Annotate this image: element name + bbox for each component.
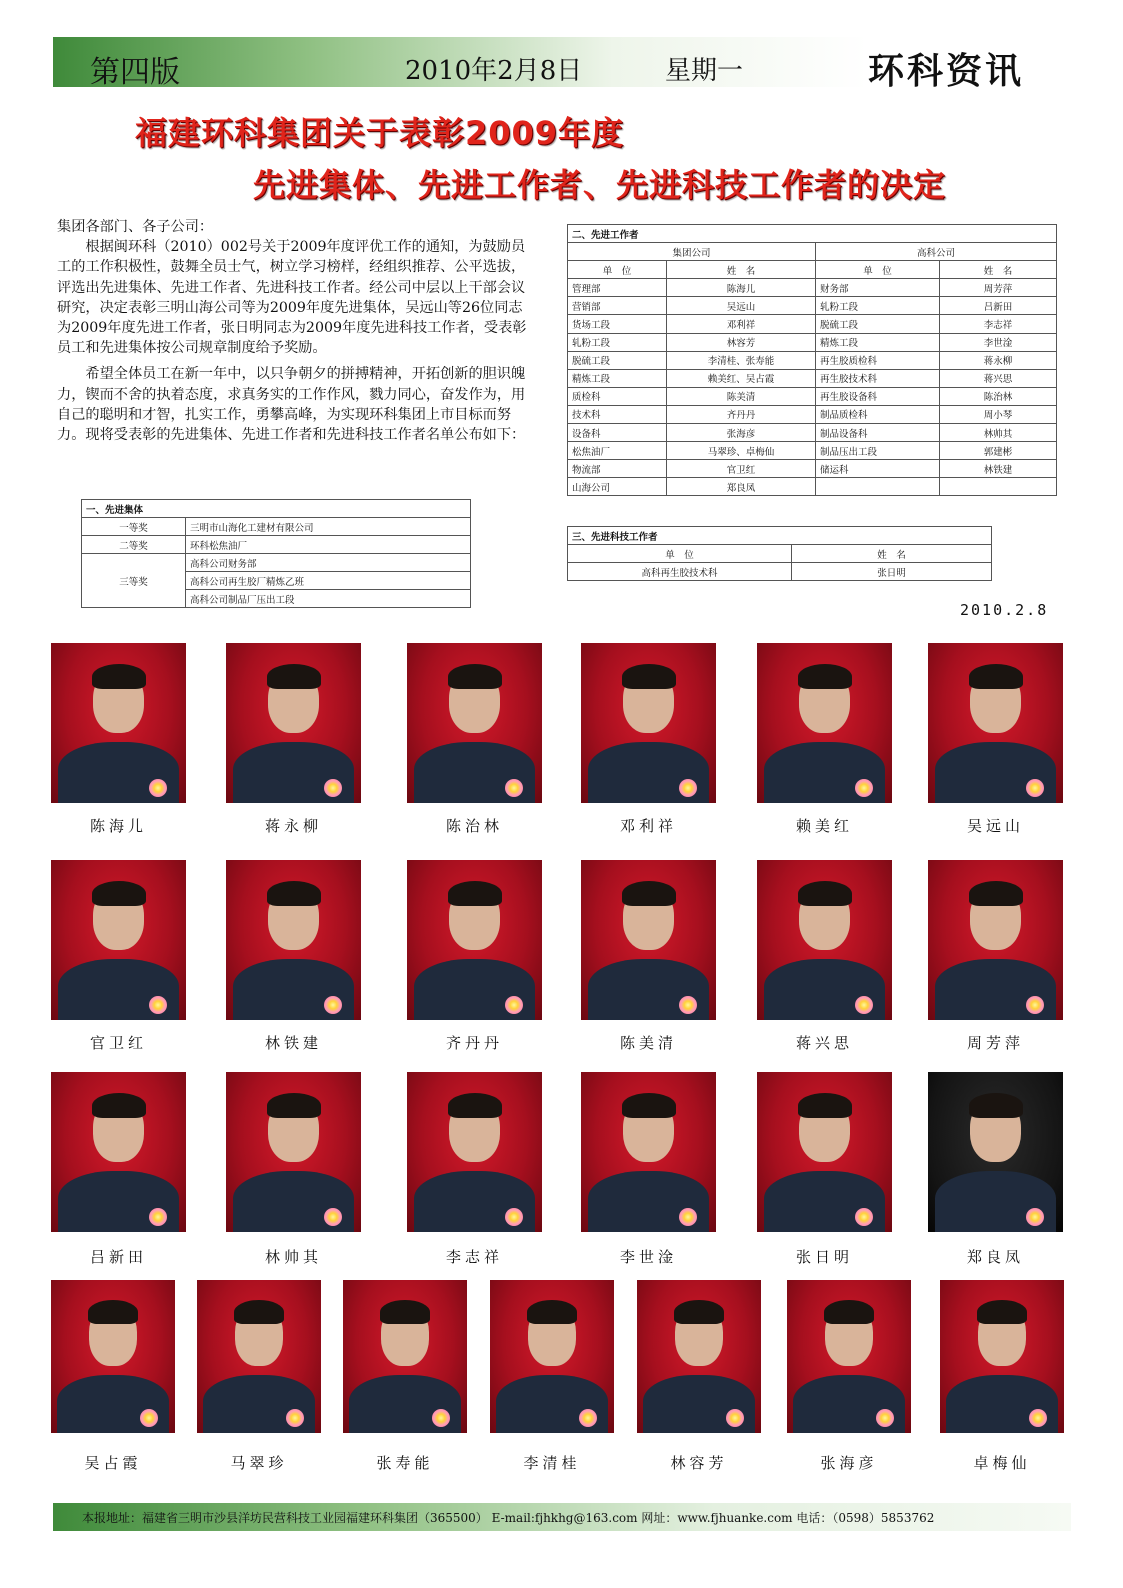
unit-cell: 制品设备科	[816, 424, 940, 442]
portrait-photo	[490, 1280, 614, 1433]
table-row	[568, 460, 1057, 478]
portrait-caption: 李世淦	[619, 1248, 677, 1266]
unit-cell: 管理部	[568, 279, 667, 297]
portrait-caption: 张日明	[795, 1248, 853, 1266]
portrait-photo	[928, 1072, 1063, 1232]
flower-icon	[149, 996, 167, 1014]
portrait-photo	[197, 1280, 321, 1433]
table-row	[568, 297, 1057, 315]
flower-icon	[679, 996, 697, 1014]
portrait-photo	[407, 860, 542, 1020]
table-row	[82, 536, 471, 554]
unit-cell: 质检科	[568, 387, 667, 405]
name-cell	[940, 478, 1057, 496]
group-header-left: 集团公司	[568, 243, 816, 261]
unit-cell	[816, 478, 940, 496]
name-cell: 林容芳	[667, 333, 816, 351]
issue-date: 2010年2月8日	[405, 56, 583, 86]
portrait-caption: 官卫红	[89, 1034, 147, 1052]
unit-cell: 再生胶质检科	[816, 351, 940, 369]
name-cell: 林铁建	[940, 460, 1057, 478]
flower-icon	[324, 996, 342, 1014]
unit-cell: 营销部	[568, 297, 667, 315]
name-cell: 官卫红	[667, 460, 816, 478]
portrait-photo	[940, 1280, 1064, 1433]
advanced-collective-table	[81, 499, 471, 608]
group-header-right: 高科公司	[816, 243, 1057, 261]
flower-icon	[1029, 1409, 1047, 1427]
flower-icon	[505, 1208, 523, 1226]
unit-cell: 三明市山海化工建材有限公司	[186, 518, 471, 536]
name-cell: 蒋兴思	[940, 369, 1057, 387]
name-cell: 齐丹丹	[667, 405, 816, 423]
unit-cell: 货场工段	[568, 315, 667, 333]
portrait-photo	[637, 1280, 761, 1433]
unit-cell: 轧粉工段	[816, 297, 940, 315]
portrait-caption: 卓梅仙	[973, 1454, 1031, 1472]
unit-cell: 高科公司再生胶厂精炼乙班	[186, 572, 471, 590]
footer-contact: 本报地址：福建省三明市沙县洋坊民营科技工业园福建环科集团（365500） E-mail:fjhkhg@163.com 网址：www.fjhuanke.com 电话：（0598）5853762	[82, 1511, 935, 1525]
portrait-caption: 李清桂	[523, 1454, 581, 1472]
name-cell: 李志祥	[940, 315, 1057, 333]
unit-cell: 财务部	[816, 279, 940, 297]
flower-icon	[1026, 779, 1044, 797]
portrait-caption: 邓利祥	[619, 817, 677, 835]
salutation: 集团各部门、各子公司：	[57, 219, 214, 235]
portrait-caption: 蒋永柳	[264, 817, 322, 835]
portrait-photo	[226, 643, 361, 803]
name-cell: 邓利祥	[667, 315, 816, 333]
portrait-caption: 马翠珍	[230, 1454, 288, 1472]
portrait-caption: 张海彦	[820, 1454, 878, 1472]
table-row	[568, 405, 1057, 423]
table-caption: 三、先进科技工作者	[568, 527, 992, 545]
portrait-photo	[928, 643, 1063, 803]
portrait-photo	[226, 1072, 361, 1232]
portrait-photo	[581, 860, 716, 1020]
table-row	[568, 315, 1057, 333]
portrait-photo	[757, 643, 892, 803]
portrait-caption: 郑良凤	[966, 1248, 1024, 1266]
portrait-caption: 陈海儿	[89, 817, 147, 835]
unit-cell: 脱硫工段	[568, 351, 667, 369]
name-cell: 周小琴	[940, 405, 1057, 423]
unit-cell: 制品质检科	[816, 405, 940, 423]
portrait-photo	[226, 860, 361, 1020]
headline-line-2: 先进集体、先进工作者、先进科技工作者的决定	[253, 166, 947, 204]
paragraph-1: 根据闽环科（2010）002号关于2009年度评优工作的通知，为鼓励员工的工作积极性，鼓舞全员士气，树立学习榜样，经组织推荐、公平选拔，评选出先进集体、先进工作者、先进科技工作者。经公司中层以上干部会议研究，决定表彰三明山海公司等为2009年度先进集体，吴远山等26位同志为2009年度先进工作者，张日明同志为2009年度先进科技工作者，受表彰员工和先进集体按公司规章制度给予奖励。	[57, 239, 527, 357]
flower-icon	[286, 1409, 304, 1427]
portrait-caption: 吴占霞	[84, 1454, 142, 1472]
portrait-caption: 林帅其	[264, 1248, 322, 1266]
flower-icon	[505, 996, 523, 1014]
name-cell: 陈美清	[667, 387, 816, 405]
advanced-worker-table	[567, 224, 1057, 496]
portrait-photo	[757, 860, 892, 1020]
table-row	[82, 554, 471, 572]
flower-icon	[432, 1409, 450, 1427]
name-cell: 赖美红、吴占霞	[667, 369, 816, 387]
name-cell: 陈海儿	[667, 279, 816, 297]
unit-cell: 轧粉工段	[568, 333, 667, 351]
portrait-photo	[51, 1072, 186, 1232]
unit-cell: 山海公司	[568, 478, 667, 496]
table-row	[568, 563, 992, 581]
flower-icon	[324, 779, 342, 797]
flower-icon	[579, 1409, 597, 1427]
name-cell: 郑良凤	[667, 478, 816, 496]
portrait-caption: 陈治林	[445, 817, 503, 835]
portrait-photo	[51, 860, 186, 1020]
table-row	[568, 369, 1057, 387]
portrait-photo	[928, 860, 1063, 1020]
table-row	[568, 424, 1057, 442]
column-header-unit: 单 位	[568, 545, 792, 563]
flower-icon	[140, 1409, 158, 1427]
unit-cell: 环科松焦油厂	[186, 536, 471, 554]
table-row	[82, 518, 471, 536]
portrait-caption: 林铁建	[264, 1034, 322, 1052]
name-cell: 吕新田	[940, 297, 1057, 315]
name-cell: 周芳萍	[940, 279, 1057, 297]
award-cell: 三等奖	[82, 554, 186, 608]
unit-cell: 精炼工段	[568, 369, 667, 387]
name-cell: 张日明	[792, 563, 992, 581]
table-caption: 一、先进集体	[82, 500, 471, 518]
portrait-caption: 齐丹丹	[445, 1034, 503, 1052]
portrait-photo	[757, 1072, 892, 1232]
unit-cell: 脱硫工段	[816, 315, 940, 333]
unit-cell: 精炼工段	[816, 333, 940, 351]
name-cell: 马翠珍、卓梅仙	[667, 442, 816, 460]
name-cell: 李世淦	[940, 333, 1057, 351]
unit-cell: 高科公司财务部	[186, 554, 471, 572]
column-header-name: 姓 名	[940, 261, 1057, 279]
name-cell: 吴远山	[667, 297, 816, 315]
name-cell: 陈治林	[940, 387, 1057, 405]
table-row	[568, 333, 1057, 351]
flower-icon	[1026, 996, 1044, 1014]
paragraph-2: 希望全体员工在新一年中，以只争朝夕的拼搏精神，开拓创新的胆识魄力，锲而不舍的执着态度，求真务实的工作作风，戮力同心，奋发作为，用自己的聪明和才智，扎实工作，勇攀高峰，为实现环科集团上市目标而努力。现将受表彰的先进集体、先进工作者和先进科技工作者名单公布如下：	[57, 366, 526, 444]
unit-cell: 高科再生胶技术科	[568, 563, 792, 581]
unit-cell: 储运科	[816, 460, 940, 478]
unit-cell: 技术科	[568, 405, 667, 423]
flower-icon	[1026, 1208, 1044, 1226]
table-caption: 二、先进工作者	[568, 225, 1057, 243]
flower-icon	[855, 996, 873, 1014]
flower-icon	[679, 779, 697, 797]
name-cell: 张海彦	[667, 424, 816, 442]
portrait-photo	[51, 643, 186, 803]
portrait-caption: 李志祥	[445, 1248, 503, 1266]
flower-icon	[855, 1208, 873, 1226]
column-header-unit: 单 位	[568, 261, 667, 279]
unit-cell: 松焦油厂	[568, 442, 667, 460]
award-cell: 一等奖	[82, 518, 186, 536]
unit-cell: 高科公司制品厂压出工段	[186, 590, 471, 608]
table-row	[568, 351, 1057, 369]
sign-date: 2010.2.8	[960, 601, 1049, 619]
article-body	[57, 217, 529, 445]
column-header-name: 姓 名	[667, 261, 816, 279]
portrait-photo	[581, 1072, 716, 1232]
portrait-photo	[51, 1280, 175, 1433]
portrait-photo	[787, 1280, 911, 1433]
portrait-caption: 张寿能	[376, 1454, 434, 1472]
newspaper-brand: 环科资讯	[868, 50, 1025, 92]
table-row	[568, 387, 1057, 405]
flower-icon	[679, 1208, 697, 1226]
portrait-photo	[343, 1280, 467, 1433]
name-cell: 郭建彬	[940, 442, 1057, 460]
portrait-caption: 吴远山	[966, 817, 1024, 835]
unit-cell: 再生胶设备科	[816, 387, 940, 405]
portrait-caption: 赖美红	[795, 817, 853, 835]
award-cell: 二等奖	[82, 536, 186, 554]
headline-line-1: 福建环科集团关于表彰2009年度	[135, 114, 625, 152]
unit-cell: 设备科	[568, 424, 667, 442]
portrait-caption: 陈美清	[619, 1034, 677, 1052]
portrait-photo	[581, 643, 716, 803]
column-header-name: 姓 名	[792, 545, 992, 563]
advanced-tech-worker-table	[567, 526, 992, 581]
unit-cell: 再生胶技术科	[816, 369, 940, 387]
flower-icon	[726, 1409, 744, 1427]
table-row	[568, 279, 1057, 297]
edition-label: 第四版	[90, 55, 180, 90]
flower-icon	[149, 1208, 167, 1226]
portrait-caption: 周芳萍	[966, 1034, 1024, 1052]
name-cell: 李清桂、张寿能	[667, 351, 816, 369]
table-row	[568, 442, 1057, 460]
portrait-caption: 蒋兴思	[795, 1034, 853, 1052]
flower-icon	[505, 779, 523, 797]
column-header-unit: 单 位	[816, 261, 940, 279]
portrait-caption: 吕新田	[89, 1248, 147, 1266]
table-row	[568, 478, 1057, 496]
portrait-photo	[407, 643, 542, 803]
unit-cell: 制品压出工段	[816, 442, 940, 460]
name-cell: 林帅其	[940, 424, 1057, 442]
flower-icon	[855, 779, 873, 797]
portrait-caption: 林容芳	[670, 1454, 728, 1472]
flower-icon	[876, 1409, 894, 1427]
flower-icon	[149, 779, 167, 797]
portrait-photo	[407, 1072, 542, 1232]
unit-cell: 物流部	[568, 460, 667, 478]
name-cell: 蒋永柳	[940, 351, 1057, 369]
issue-weekday: 星期一	[665, 56, 744, 86]
flower-icon	[324, 1208, 342, 1226]
